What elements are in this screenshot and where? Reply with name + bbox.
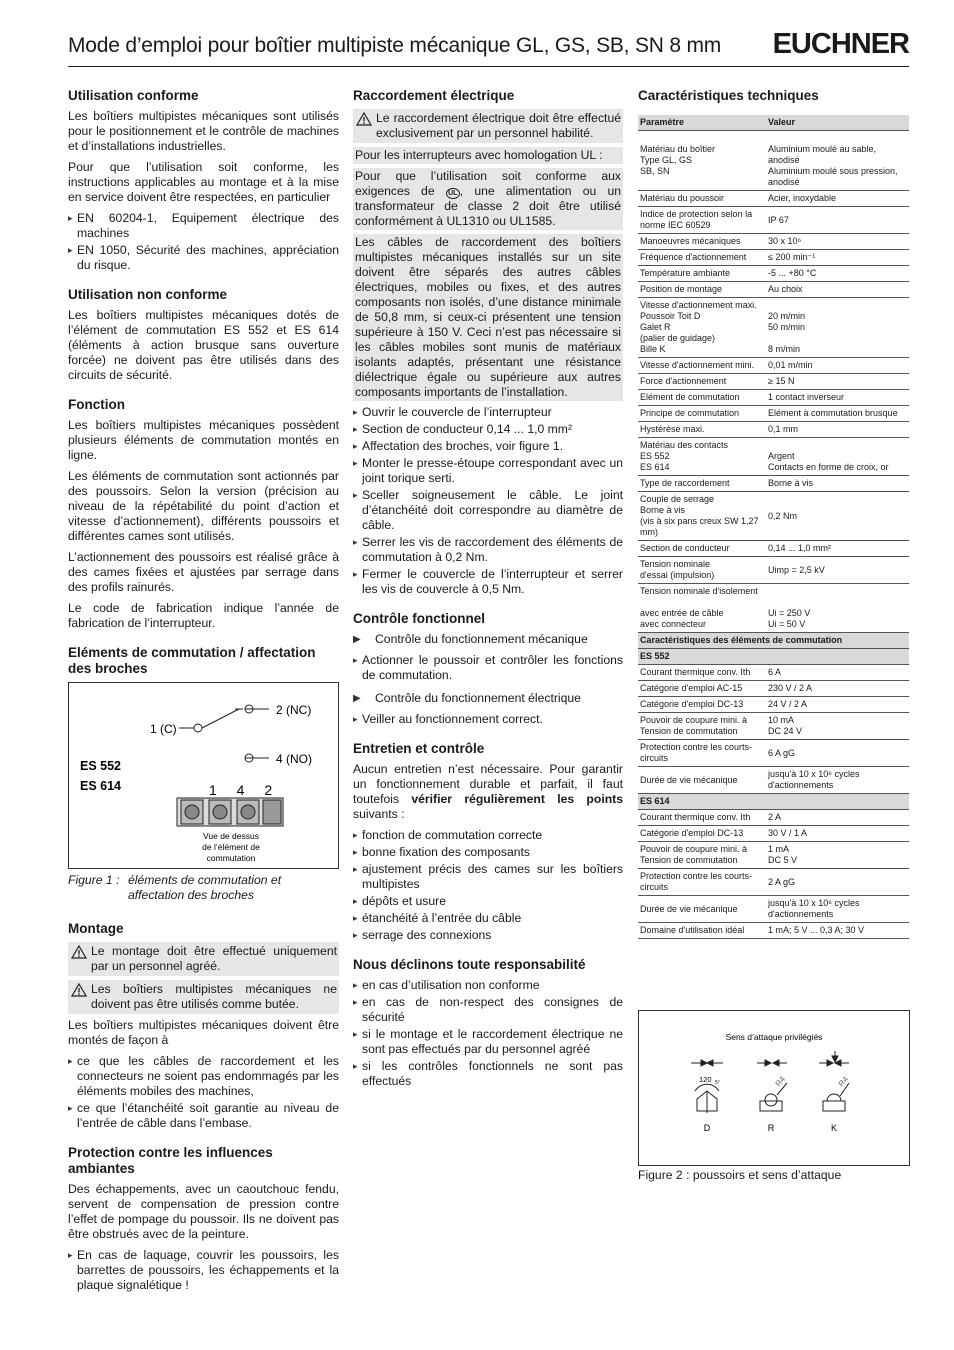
ul-note-intro: Pour les interrupteurs avec homologation UL : xyxy=(353,147,623,164)
table-cell-value: jusqu'à 10 x 10⁶ cycles d'actionnements xyxy=(766,896,909,923)
table-cell-value: 2 A xyxy=(766,810,909,826)
table-cell-value: 24 V / 2 A xyxy=(766,697,909,713)
label-nc: 2 (NC) xyxy=(276,703,312,717)
table-row xyxy=(638,282,909,298)
section-montage xyxy=(68,921,339,1131)
table-row xyxy=(638,438,909,476)
list-item: ▸ dépôts et usure xyxy=(353,894,623,909)
fig2-radius-r: R4 xyxy=(773,1074,788,1089)
step-heading: ▶ Contrôle du fonctionnement électrique xyxy=(353,691,623,706)
column-middle xyxy=(353,88,623,1103)
list-item: ▸ Fermer le couvercle de l’interrupteur et serrer les vis de couvercle à 0,5 Nm. xyxy=(353,567,623,597)
table-row xyxy=(638,842,909,869)
label-pins: 1 4 2 xyxy=(209,782,273,798)
section-elements-commutation xyxy=(68,645,339,903)
spec-table xyxy=(638,115,909,939)
section-raccordement xyxy=(353,88,623,597)
table-cell-param: Matériau du poussoir xyxy=(638,191,766,207)
table-cell-value: 1 mA DC 5 V xyxy=(766,842,909,869)
table-row xyxy=(638,406,909,422)
table-cell-value: 20 m/min 50 m/min 8 m/min xyxy=(766,298,909,358)
table-cell-param: Section de conducteur xyxy=(638,541,766,557)
fig2-angle-sub: 5° xyxy=(715,1080,720,1086)
list-item: ▸ fonction de commutation correcte xyxy=(353,828,623,843)
table-row xyxy=(638,767,909,794)
table-cell-value: -5 ... +80 °C xyxy=(766,266,909,282)
table-cell-value: 0,14 ... 1,0 mm² xyxy=(766,541,909,557)
section-title: Entretien et contrôle xyxy=(353,741,485,756)
list-item: ▸ si les contrôles fonctionnels ne sont pas effectués xyxy=(353,1059,623,1089)
warning-icon xyxy=(356,112,372,126)
table-subheader: Caractéristiques des éléments de commutation xyxy=(638,633,909,649)
table-row xyxy=(638,584,909,633)
section-entretien xyxy=(353,741,623,943)
list-item: ▸ Affectation des broches, voir figure 1. xyxy=(353,439,623,454)
fig2-label-r: R xyxy=(767,1123,775,1133)
table-cell-value: 6 A gG xyxy=(766,740,909,767)
paragraph: Des échappements, avec un caoutchouc fendu, servent de compensation de pression contre l’effet de pompage du poussoir. Ils ne doivent pas être obstrués avec de la peinture. xyxy=(68,1182,339,1241)
table-cell-value: Uimp = 2,5 kV xyxy=(766,557,909,584)
section-title: Raccordement électrique xyxy=(353,88,515,103)
section-utilisation-conforme xyxy=(68,88,339,273)
table-cell-value: 30 V / 1 A xyxy=(766,826,909,842)
table-cell-value: Aluminium moulé au sable, anodisé Aluminium moulé sous pression, anodisé xyxy=(766,131,909,191)
table-cell-value: Elément à commutation brusque xyxy=(766,406,909,422)
paragraph: Le code de fabrication indique l’année de fabrication de l’interrupteur. xyxy=(68,601,339,630)
table-cell-value: 230 V / 2 A xyxy=(766,681,909,697)
table-row xyxy=(638,390,909,406)
paragraph: Les boîtiers multipistes mécaniques sont utilisés pour le positionnement et le contrôle de machines et d’installations industrielles. xyxy=(68,109,339,153)
list-item: ▸ si le montage et le raccordement électrique ne sont pas effectués par du personnel agréé xyxy=(353,1027,623,1057)
table-row xyxy=(638,191,909,207)
table-cell-param: Protection contre les courts-circuits xyxy=(638,869,766,896)
table-cell-value: 1 contact inverseur xyxy=(766,390,909,406)
fig2-label-k: K xyxy=(830,1123,838,1133)
section-title: Fonction xyxy=(68,397,125,412)
table-cell-param: Température ambiante xyxy=(638,266,766,282)
table-cell-value: jusqu'à 10 x 10⁶ cycles d'actionnements xyxy=(766,767,909,794)
euchner-logo: EUCHNER xyxy=(772,28,909,60)
table-cell-param: Durée de vie mécanique xyxy=(638,896,766,923)
table-cell-param: Fréquence d'actionnement xyxy=(638,250,766,266)
table-cell-value: 30 x 10⁶ xyxy=(766,234,909,250)
list-item: ▸ ce que l’étanchéité soit garantie au niveau de l’entrée de câble dans l’embase. xyxy=(68,1101,339,1131)
paragraph: L’actionnement des poussoirs est réalisé grâce à des cames fixées et ajustées par serrage dans des profils rainurés. xyxy=(68,550,339,594)
section-title: Eléments de commutation / affectation des broches xyxy=(68,645,316,676)
table-subheader-row xyxy=(638,794,909,810)
fig2-radius-k: R4 xyxy=(836,1074,851,1089)
table-cell-value: Au choix xyxy=(766,282,909,298)
ul-note-requirement: Pour que l’utilisation soit conforme aux exigences de UL , une alimentation ou un transformateur de classe 2 doit être utilisé conformément à UL1310 ou UL1585. xyxy=(355,169,621,228)
table-subheader-row xyxy=(638,649,909,665)
step-heading: ▶ Contrôle du fonctionnement mécanique xyxy=(353,632,623,647)
table-cell-param: Pouvoir de coupure mini. à Tension de commutation xyxy=(638,713,766,740)
figure-2-caption: Figure 2 : poussoirs et sens d’attaque xyxy=(638,1168,842,1182)
fig2-angle: 120 xyxy=(699,1075,712,1084)
warning-icon xyxy=(71,945,87,959)
paragraph: Les boîtiers multipistes mécaniques dotés de l’élément de commutation ES 552 et ES 614 (éléments à action brusque sans ouverture forcée) ne doivent pas être utilisés dans des circuits de sécurité. xyxy=(68,308,339,382)
list-item: ▸ EN 1050, Sécurité des machines, appréciation du risque. xyxy=(68,243,339,273)
table-row xyxy=(638,422,909,438)
fig2-label-d: D xyxy=(703,1123,711,1133)
table-cell-param: Tension nominale d'isolement avec entrée de câble avec connecteur xyxy=(638,584,766,633)
table-cell-value: 1 mA; 5 V ... 0,3 A; 30 V xyxy=(766,923,909,939)
section-utilisation-non-conforme xyxy=(68,287,339,383)
label-c: 1 (C) xyxy=(150,722,177,736)
table-cell-value: Argent Contacts en forme de croix, or xyxy=(766,438,909,476)
table-cell-value: ≥ 15 N xyxy=(766,374,909,390)
table-cell-param: Force d'actionnement xyxy=(638,374,766,390)
column-right xyxy=(638,88,909,939)
table-row xyxy=(638,250,909,266)
table-row xyxy=(638,697,909,713)
table-cell-value: ≤ 200 min⁻¹ xyxy=(766,250,909,266)
table-cell-param: Catégorie d'emploi DC-13 xyxy=(638,697,766,713)
table-row xyxy=(638,541,909,557)
table-cell-param: Type de raccordement xyxy=(638,476,766,492)
table-subheader: ES 614 xyxy=(638,794,909,810)
section-title: Utilisation conforme xyxy=(68,88,199,103)
list-item: ▸ En cas de laquage, couvrir les poussoirs, les barrettes de poussoirs, les échappements et la plaque signalétique ! xyxy=(68,1248,339,1293)
table-row xyxy=(638,896,909,923)
table-cell-param: Tension nominale d'essai (impulsion) xyxy=(638,557,766,584)
ul-note-cables: Les câbles de raccordement des boîtiers multipistes mécaniques installés sur un site doivent être séparés des autres câbles électriques, mobiles ou fixes, et des autres composants non isolés, d’une distance minimale de 50,8 mm, si ceux-ci présentent une tension supérieure à 150 V. Ceci n’est pas nécessaire si les câbles mobiles sont munis de matériaux isolants adaptés, présentant une résistance diélectrique égale ou supérieure aux autres composants importants de l’installation. xyxy=(355,235,621,399)
table-cell-param: Hystérèse maxi. xyxy=(638,422,766,438)
list-item: ▸ Section de conducteur 0,14 ... 1,0 mm² xyxy=(353,422,623,437)
table-row xyxy=(638,492,909,541)
figure-1-box xyxy=(68,682,339,869)
table-cell-param: Protection contre les courts-circuits xyxy=(638,740,766,767)
warning-note: Le raccordement électrique doit être effectué exclusivement par un personnel habilité. xyxy=(353,109,623,143)
table-row xyxy=(638,234,909,250)
section-title: Nous déclinons toute responsabilité xyxy=(353,957,586,972)
table-subheader: ES 552 xyxy=(638,649,909,665)
list-item: ▸ Monter le presse-étoupe correspondant avec un joint torique serti. xyxy=(353,456,623,486)
table-cell-value: Borne à vis xyxy=(766,476,909,492)
warning-note: Les boîtiers multipistes mécaniques ne doivent pas être utilisés comme butée. xyxy=(68,980,339,1014)
fig2-title: Sens d’attaque privilégiés xyxy=(725,1032,823,1042)
table-cell-param: Durée de vie mécanique xyxy=(638,767,766,794)
table-cell-value: 10 mA DC 24 V xyxy=(766,713,909,740)
table-cell-value: 0,2 Nm xyxy=(766,492,909,541)
table-row xyxy=(638,923,909,939)
table-cell-param: Matériau du boîtier Type GL, GS SB, SN xyxy=(638,131,766,191)
table-cell-value: IP 67 xyxy=(766,207,909,234)
table-cell-param: Couple de serrage Borne à vis (vis à six pans creux SW 1,27 mm) xyxy=(638,492,766,541)
ul-logo-icon: UL xyxy=(446,188,460,199)
label-note-3: commutation xyxy=(206,853,256,863)
list-item: ▸ Veiller au fonctionnement correct. xyxy=(353,712,623,727)
table-cell-value: Acier, inoxydable xyxy=(766,191,909,207)
table-row xyxy=(638,298,909,358)
section-responsabilite xyxy=(353,957,623,1089)
actuator-diagram xyxy=(639,1011,909,1165)
section-title: Utilisation non conforme xyxy=(68,287,228,302)
table-cell-value: 0,01 m/min xyxy=(766,358,909,374)
label-no: 4 (NO) xyxy=(276,752,312,766)
section-title: Protection contre les influences ambiantes xyxy=(68,1145,273,1176)
table-cell-param: Pouvoir de coupure mini. à Tension de commutation xyxy=(638,842,766,869)
label-es552: ES 552 xyxy=(80,759,122,773)
table-row xyxy=(638,207,909,234)
table-row xyxy=(638,826,909,842)
table-row xyxy=(638,131,909,191)
table-cell-param: Courant thermique conv. Ith xyxy=(638,665,766,681)
section-title: Montage xyxy=(68,921,124,936)
page-title: Mode d’emploi pour boîtier multipiste mécanique GL, GS, SB, SN 8 mm xyxy=(68,34,722,57)
table-row xyxy=(638,358,909,374)
table-cell-value: Ui = 250 V Ui = 50 V xyxy=(766,584,909,633)
table-row xyxy=(638,374,909,390)
table-header-row: Paramètre Valeur xyxy=(638,115,909,131)
table-row xyxy=(638,476,909,492)
figure-2-box xyxy=(638,1010,910,1166)
table-row xyxy=(638,869,909,896)
paragraph: Les boîtiers multipistes mécaniques possèdent plusieurs éléments de commutation montés en ligne. xyxy=(68,418,339,462)
list-item: ▸ EN 60204-1, Equipement électrique des machines xyxy=(68,211,339,241)
list-item: ▸ étanchéité à l’entrée du câble xyxy=(353,911,623,926)
table-cell-param: Domaine d'utilisation idéal xyxy=(638,923,766,939)
table-cell-param: Elément de commutation xyxy=(638,390,766,406)
list-item: ▸ Serrer les vis de raccordement des éléments de commutation à 0,2 Nm. xyxy=(353,535,623,565)
table-cell-param: Principe de commutation xyxy=(638,406,766,422)
label-note-1: Vue de dessus xyxy=(203,831,259,841)
list-item: ▸ en cas d’utilisation non conforme xyxy=(353,978,623,993)
list-item: ▸ Ouvrir le couvercle de l’interrupteur xyxy=(353,405,623,420)
table-cell-value: 6 A xyxy=(766,665,909,681)
list-item: ▸ Sceller soigneusement le câble. Le joint d’étanchéité doit correspondre au diamètre de câble. xyxy=(353,488,623,533)
table-row xyxy=(638,810,909,826)
warning-note: Le montage doit être effectué uniquement par un personnel agréé. xyxy=(68,942,339,976)
list-item: ▸ bonne fixation des composants xyxy=(353,845,623,860)
column-left xyxy=(68,88,339,1307)
table-cell-value: 0,1 mm xyxy=(766,422,909,438)
section-title: Caractéristiques techniques xyxy=(638,88,819,103)
table-cell-param: Matériau des contacts ES 552 ES 614 xyxy=(638,438,766,476)
list-item: ▸ ce que les câbles de raccordement et les connecteurs ne soient pas endommagés par les éléments mobiles des machines, xyxy=(68,1054,339,1099)
table-row xyxy=(638,681,909,697)
table-cell-param: Catégorie d'emploi DC-13 xyxy=(638,826,766,842)
switch-diagram xyxy=(69,683,340,868)
list-item: ▸ en cas de non-respect des consignes de sécurité xyxy=(353,995,623,1025)
table-subheader-row xyxy=(638,633,909,649)
paragraph: Les éléments de commutation sont actionnés par des poussoirs. Selon la version (précision au niveau de la répétabilité du point d’action et vitesse d’actionnement), différents poussoirs et différentes cames sont utilisés. xyxy=(68,469,339,543)
table-row xyxy=(638,266,909,282)
paragraph: Aucun entretien n’est nécessaire. Pour garantir un fonctionnement durable et parfait, il faut toutefois vérifier régulièrement les points suivants : xyxy=(353,762,623,821)
list-item: ▸ Actionner le poussoir et contrôler les fonctions de commutation. xyxy=(353,653,623,683)
figure-1-caption: Figure 1 : éléments de commutation et affectation des broches xyxy=(68,873,282,902)
table-cell-param: Manoeuvres mécaniques xyxy=(638,234,766,250)
table-cell-param: Vitesse d'actionnement mini. xyxy=(638,358,766,374)
label-es614: ES 614 xyxy=(80,779,122,793)
table-cell-param: Courant thermique conv. Ith xyxy=(638,810,766,826)
table-cell-param: Position de montage xyxy=(638,282,766,298)
table-row xyxy=(638,713,909,740)
section-protection xyxy=(68,1145,339,1293)
warning-icon xyxy=(71,983,87,997)
section-fonction xyxy=(68,397,339,631)
label-note-2: de l’élément de xyxy=(202,842,260,852)
section-title: Contrôle fonctionnel xyxy=(353,611,485,626)
table-cell-param: Catégorie d'emploi AC-15 xyxy=(638,681,766,697)
paragraph: Pour que l’utilisation soit conforme, les instructions applicables au montage et à la mise en service doivent être respectées, en particulier xyxy=(68,160,339,204)
table-row xyxy=(638,740,909,767)
table-cell-param: Indice de protection selon la norme IEC 60529 xyxy=(638,207,766,234)
page-header xyxy=(68,30,909,67)
table-row xyxy=(638,557,909,584)
table-cell-param: Vitesse d'actionnement maxi. Poussoir Toit D Galet R (palier de guidage) Bille K xyxy=(638,298,766,358)
table-row xyxy=(638,665,909,681)
section-controle-fonctionnel xyxy=(353,611,623,727)
table-cell-value: 2 A gG xyxy=(766,869,909,896)
list-item: ▸ serrage des connexions xyxy=(353,928,623,943)
paragraph: Les boîtiers multipistes mécaniques doivent être montés de façon à xyxy=(68,1018,339,1047)
list-item: ▸ ajustement précis des cames sur les boîtiers multipistes xyxy=(353,862,623,892)
